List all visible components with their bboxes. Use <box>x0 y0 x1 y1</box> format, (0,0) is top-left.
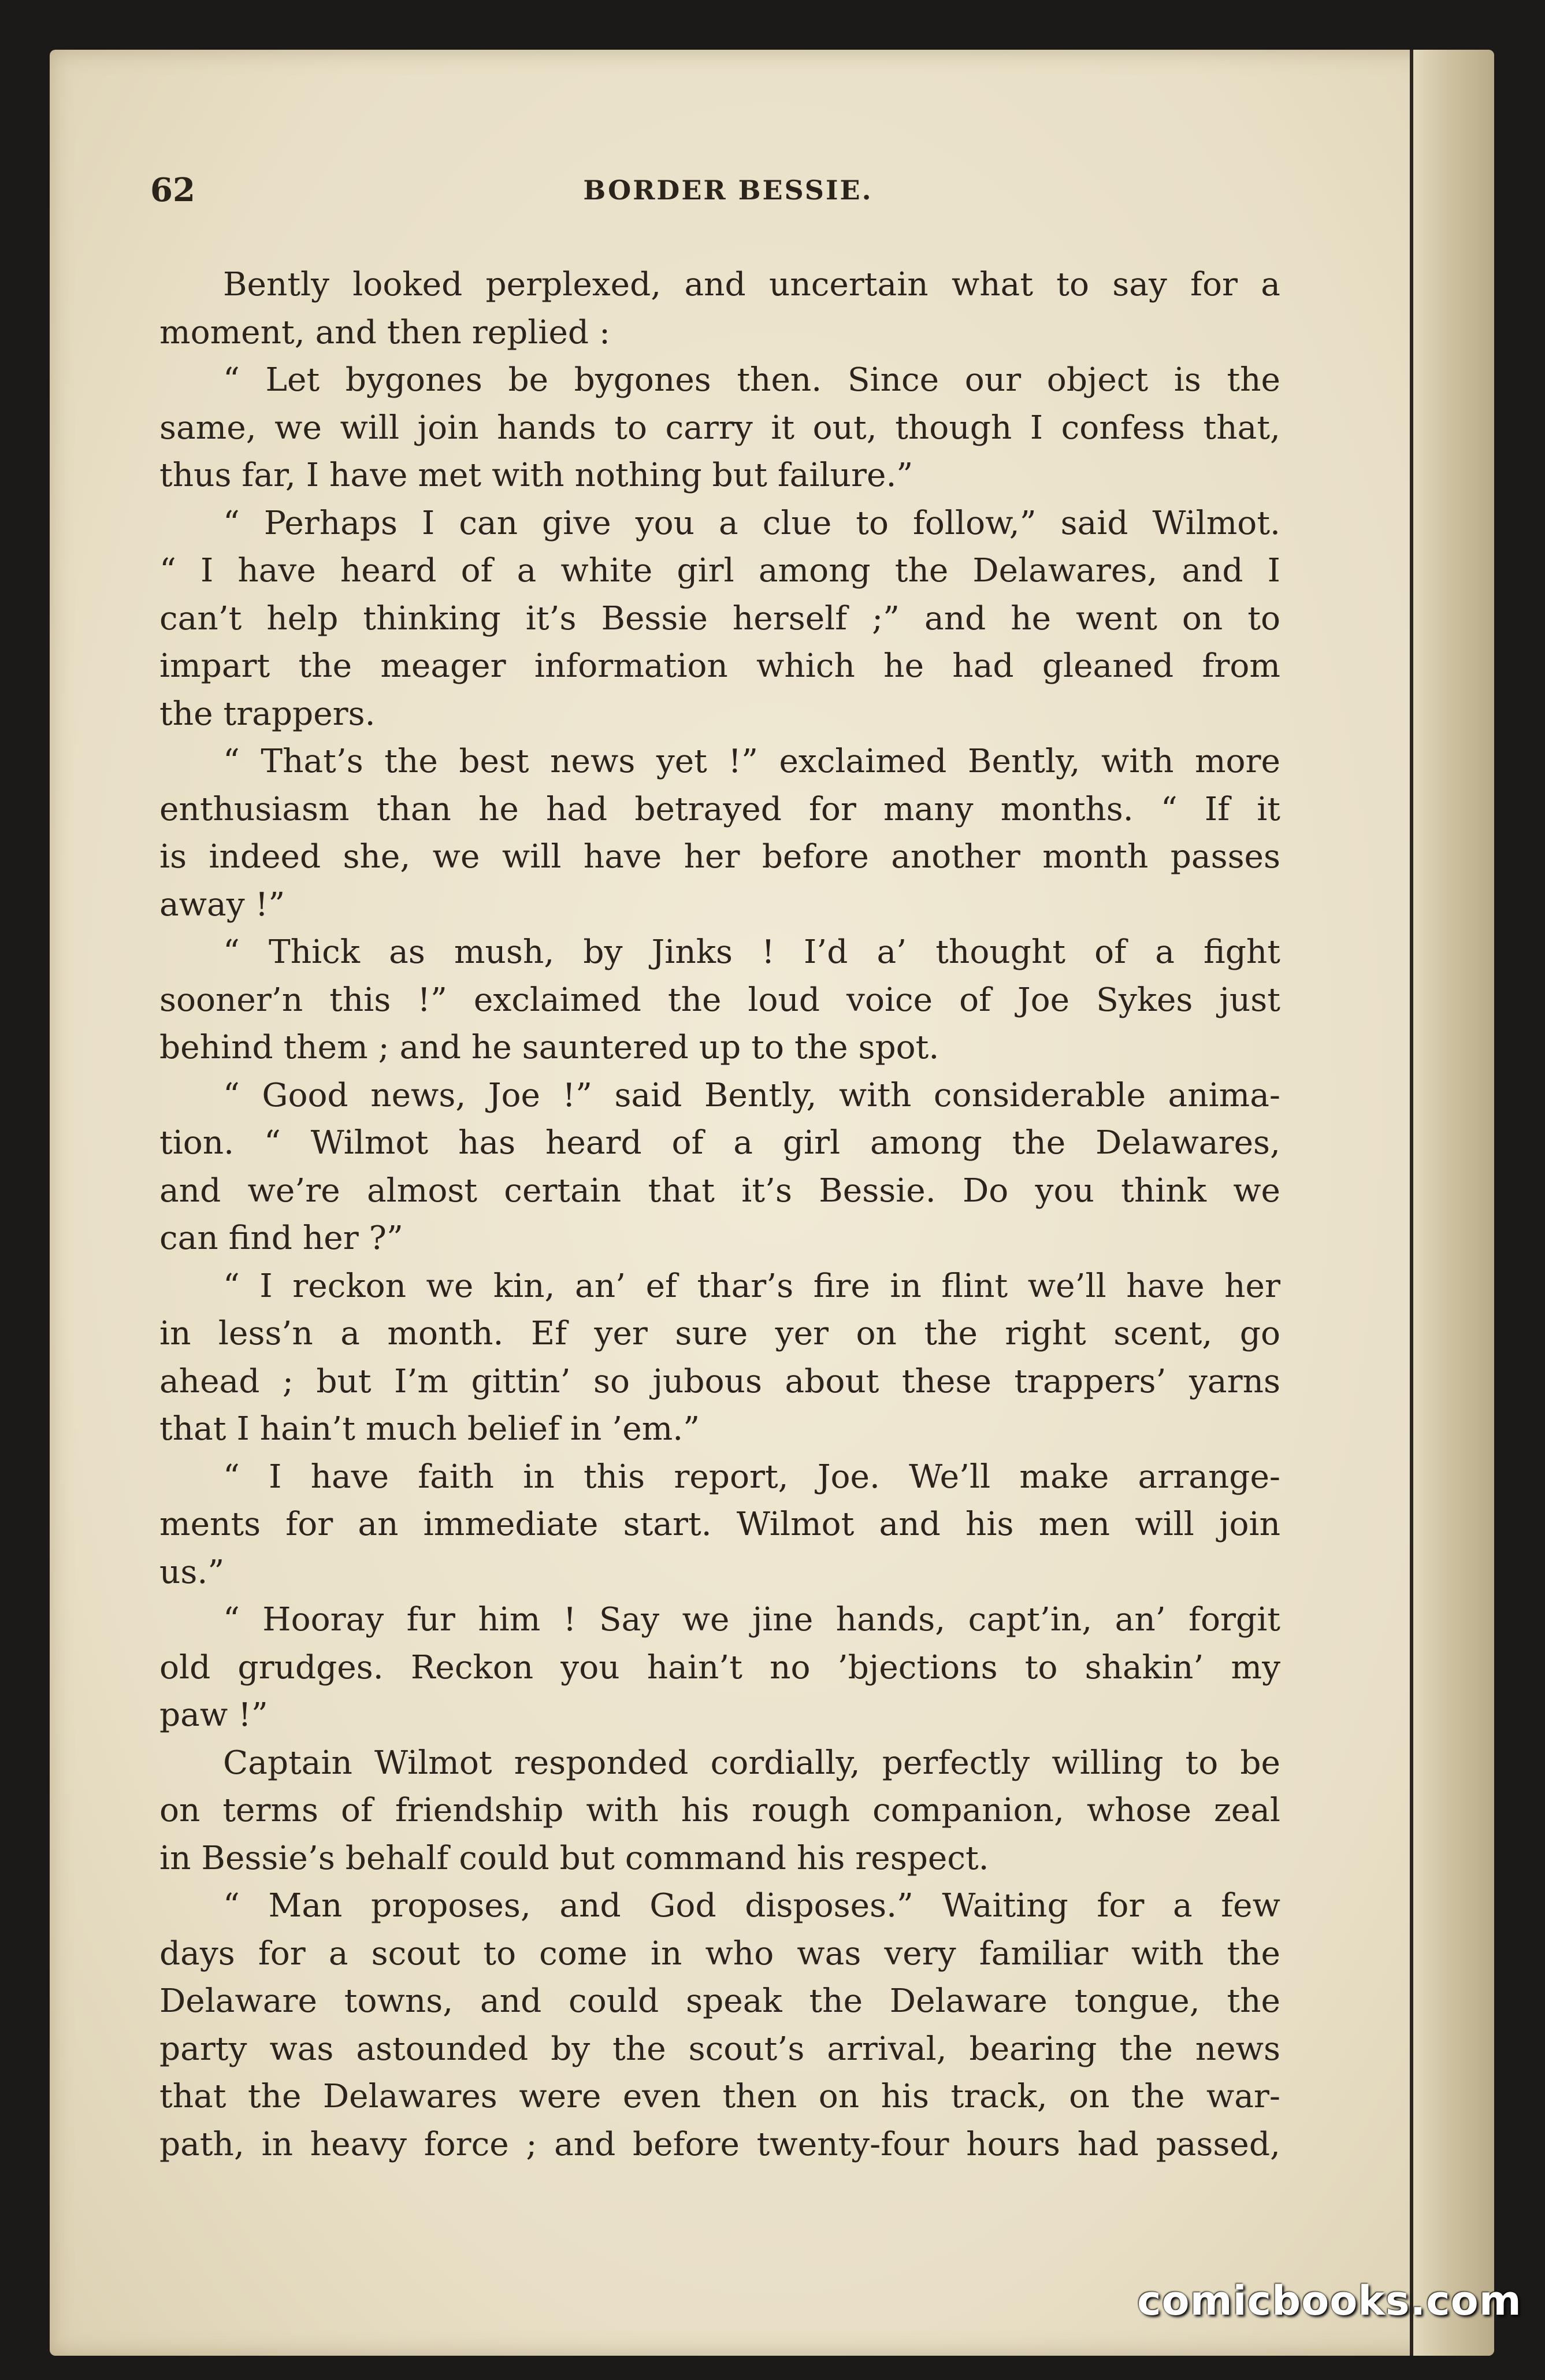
text-line: Captain Wilmot responded cordially, perfectly willing to be <box>223 1744 1280 1782</box>
text-line: days for a scout to come in who was very familiar with the <box>159 1934 1280 1973</box>
text-line: that the Delawares were even then on his track, on the war- <box>159 2078 1280 2115</box>
text-line: “ Perhaps I can give you a clue to follow,” said Wilmot. <box>223 504 1280 542</box>
text-line: path, in heavy force ; and before twenty-four hours had passed, <box>159 2125 1280 2163</box>
text-line: party was astounded by the scout’s arrival, bearing the news <box>159 2030 1280 2068</box>
text-line: paw !” <box>159 1696 268 1734</box>
page-spine-edge <box>1410 50 1494 2356</box>
running-head <box>98 128 1312 215</box>
text-line: is indeed she, we will have her before another month passes <box>159 838 1280 876</box>
text-line: sooner’n this !” exclaimed the loud voice of Joe Sykes just <box>159 981 1280 1019</box>
text-line: “ Man proposes, and God disposes.” Waiting for a few <box>223 1887 1280 1925</box>
text-line: Bently looked perplexed, and uncertain what to say for a <box>223 266 1280 303</box>
text-line: “ I have faith in this report, Joe. We’ll make arrange- <box>223 1458 1280 1496</box>
text-line: that I hain’t much belief in ’em.” <box>159 1410 700 1448</box>
watermark: comicbooks.com <box>1137 2277 1522 2325</box>
text-line: “ I have heard of a white girl among the Delawares, and I <box>159 552 1280 590</box>
text-line: “ Thick as mush, by Jinks ! I’d a’ thought of a fight <box>223 933 1280 971</box>
text-line: “ I reckon we kin, an’ ef thar’s fire in flint we’ll have her <box>223 1267 1280 1305</box>
text-line: ahead ; but I’m gittin’ so jubous about these trappers’ yarns <box>159 1362 1280 1400</box>
text-line: tion. “ Wilmot has heard of a girl among the Delawares, <box>159 1124 1280 1162</box>
text-line: old grudges. Reckon you hain’t no ’bjections to shakin’ my <box>159 1648 1280 1686</box>
text-line: behind them ; and he sauntered up to the spot. <box>159 1029 939 1066</box>
text-line: Delaware towns, and could speak the Delaware tongue, the <box>159 1982 1280 2020</box>
text-line: us.” <box>159 1553 225 1591</box>
text-line: in Bessie’s behalf could but command his respect. <box>159 1839 989 1877</box>
body-text <box>159 261 1280 2168</box>
text-line: in less’n a month. Ef yer sure yer on the right scent, go <box>159 1315 1280 1352</box>
text-line: on terms of friendship with his rough companion, whose zeal <box>159 1792 1280 1829</box>
text-line: can find her ?” <box>159 1219 403 1257</box>
text-line: moment, and then replied : <box>159 313 611 351</box>
text-line: same, we will join hands to carry it out, though I confess that, <box>159 409 1280 447</box>
text-line: ments for an immediate start. Wilmot and his men will join <box>159 1506 1280 1543</box>
text-line: the trappers. <box>159 695 376 733</box>
text-line: “ Good news, Joe !” said Bently, with considerable anima- <box>223 1076 1280 1114</box>
text-line: away !” <box>159 885 285 924</box>
text-line: can’t help thinking it’s Bessie herself ;” and he went on to <box>159 599 1280 637</box>
text-line: enthusiasm than he had betrayed for many months. “ If it <box>159 790 1280 828</box>
text-line: and we’re almost certain that it’s Bessie. Do you think we <box>159 1172 1280 1210</box>
text-line: thus far, I have met with nothing but failure.” <box>159 457 913 494</box>
text-line: impart the meager information which he had gleaned from <box>159 647 1280 685</box>
running-title: BORDER BESSIE. <box>583 175 873 206</box>
text-line: “ That’s the best news yet !” exclaimed Bently, with more <box>223 743 1280 780</box>
page-number: 62 <box>150 171 195 209</box>
text-line: “ Let bygones be bygones then. Since our object is the <box>223 361 1280 399</box>
text-line: “ Hooray fur him ! Say we jine hands, capt’in, an’ forgit <box>223 1601 1280 1638</box>
